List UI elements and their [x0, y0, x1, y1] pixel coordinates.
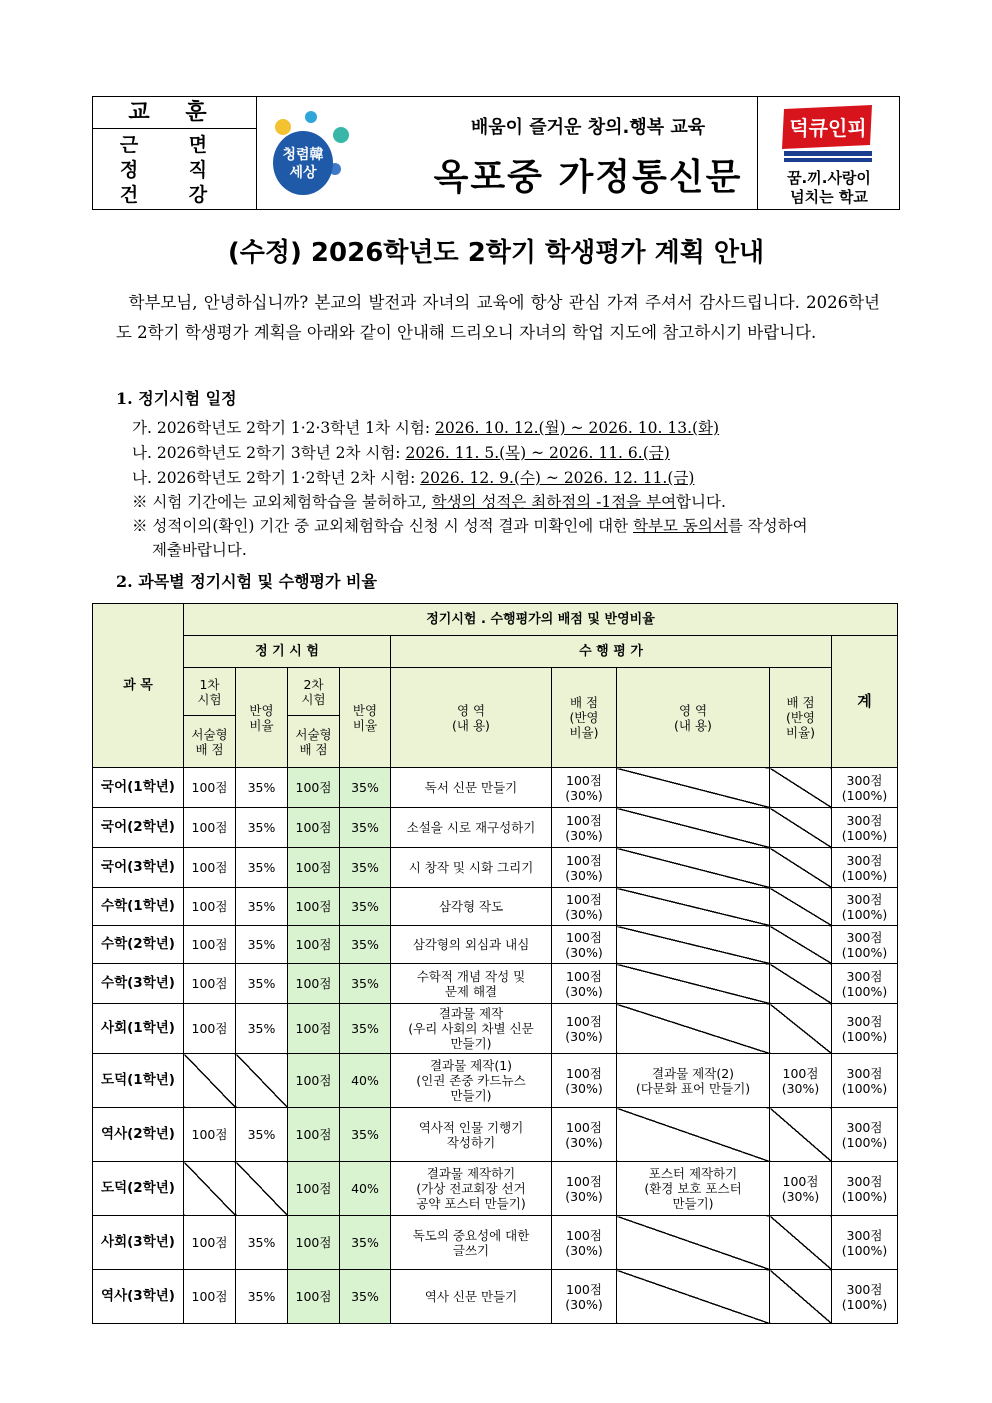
svg-text:청렴韓: 청렴韓 — [282, 147, 324, 163]
total-cell: 300점 (100%) — [832, 1216, 898, 1270]
table-row — [93, 964, 898, 1004]
exam2-ratio-cell: 35% — [340, 1004, 391, 1054]
exam2-score-cell: 100점 — [288, 1004, 340, 1054]
subject-cell: 국어(1학년) — [93, 768, 184, 808]
exam1-ratio-cell: 35% — [236, 926, 288, 964]
perf-area2-cell — [617, 888, 770, 926]
newsletter-title: 옥포중 가정통신문 — [433, 157, 743, 198]
schedule-item: 나. 2026학년도 2학기 3학년 2차 시험: 2026. 11. 5.(목) ~ 2026. 11. 6.(금) — [132, 444, 670, 462]
exam1-ratio-cell: 35% — [236, 808, 288, 848]
total-cell: 300점 (100%) — [832, 1162, 898, 1216]
exam1-score-cell: 100점 — [184, 888, 236, 926]
table-row — [93, 808, 898, 848]
school-slogan — [758, 169, 900, 207]
note-line: ※ 성적이의(확인) 기간 중 교외체험학습 신청 시 성적 결과 미확인에 대한 학부모 동의서를 작성하여 — [132, 517, 808, 535]
exam1-ratio-cell: 35% — [236, 1216, 288, 1270]
exam1-score-cell: 100점 — [184, 808, 236, 848]
schedule-date: 2026. 12. 9.(수) ~ 2026. 12. 11.(금) — [420, 469, 695, 487]
perf-score1-cell: 100점 (30%) — [552, 1216, 617, 1270]
perf-area1-cell: 독도의 중요성에 대한 글쓰기 — [391, 1216, 552, 1270]
ratio1-header: 반영 비율 — [236, 668, 288, 768]
exam2-score-cell: 100점 — [288, 808, 340, 848]
perf-score1-cell: 100점 (30%) — [552, 964, 617, 1004]
exam2-sub-header: 서술형 배 점 — [288, 716, 340, 768]
perf-score2-cell — [770, 926, 832, 964]
perf-score1-cell: 100점 (30%) — [552, 1054, 617, 1108]
perf-area2-cell: 포스터 제작하기 (환경 보호 포스터 만들기) — [617, 1162, 770, 1216]
school-slogan-line: 꿈.끼.사랑이 — [787, 169, 871, 187]
subject-cell: 수학(2학년) — [93, 926, 184, 964]
document-title: (수정) 2026학년도 2학기 학생평가 계획 안내 — [227, 238, 765, 268]
perf-score1-cell: 100점 (30%) — [552, 1270, 617, 1324]
subject-cell: 도덕(1학년) — [93, 1054, 184, 1108]
school-logo-icon — [778, 105, 878, 163]
perf-area2-cell — [617, 1216, 770, 1270]
perf-area1-cell: 독서 신문 만들기 — [391, 768, 552, 808]
perf-score2-cell — [770, 888, 832, 926]
table-row — [93, 768, 898, 808]
perf-score1-cell: 100점 (30%) — [552, 848, 617, 888]
perf-score1-cell: 100점 (30%) — [552, 926, 617, 964]
perf-area2-cell — [617, 848, 770, 888]
perf-score2-cell — [770, 964, 832, 1004]
perf-area1-cell: 결과물 제작(1) (인권 존중 카드뉴스 만들기) — [391, 1054, 552, 1108]
total-cell: 300점 (100%) — [832, 964, 898, 1004]
exam1-sub-header: 서술형 배 점 — [184, 716, 236, 768]
exam1-ratio-cell: 35% — [236, 1270, 288, 1324]
perf-score1-cell: 100점 (30%) — [552, 768, 617, 808]
subject-cell: 역사(3학년) — [93, 1270, 184, 1324]
exam2-ratio-cell: 40% — [340, 1162, 391, 1216]
perf-score2-cell — [770, 1270, 832, 1324]
exam1-ratio-cell: 35% — [236, 1004, 288, 1054]
exam1-ratio-cell: 35% — [236, 768, 288, 808]
schedule-date: 2026. 11. 5.(목) ~ 2026. 11. 6.(금) — [405, 444, 670, 462]
exam2-score-cell: 100점 — [288, 848, 340, 888]
motto-line: 근 면 — [119, 134, 230, 156]
score1-header: 배 점 (반영 비율) — [552, 668, 617, 768]
exam2-ratio-cell: 35% — [340, 888, 391, 926]
exam2-score-cell: 100점 — [288, 1162, 340, 1216]
section2-heading: 2. 과목별 정기시험 및 수행평가 비율 — [116, 572, 377, 591]
total-cell: 300점 (100%) — [832, 1004, 898, 1054]
exam1-score-cell: 100점 — [184, 1216, 236, 1270]
perf-area2-cell — [617, 1108, 770, 1162]
perf-area2-cell — [617, 1004, 770, 1054]
note-line: ※ 시험 기간에는 교외체험학습을 불허하고, 학생의 성적은 최하점의 -1점을 부여합니다. — [132, 493, 726, 511]
table-row — [93, 1270, 898, 1324]
exam2-score-cell: 100점 — [288, 1270, 340, 1324]
perf-score2-cell — [770, 808, 832, 848]
area1-header: 영 역 (내 용) — [391, 668, 552, 768]
total-cell: 300점 (100%) — [832, 768, 898, 808]
total-cell: 300점 (100%) — [832, 1108, 898, 1162]
total-header: 계 — [832, 636, 898, 768]
group-header: 정기시험 . 수행평가의 배점 및 반영비율 — [184, 604, 898, 636]
exam2-score-cell: 100점 — [288, 1054, 340, 1108]
exam2-score-cell: 100점 — [288, 768, 340, 808]
school-slogan-line: 넘치는 학교 — [790, 188, 868, 206]
score2-header: 배 점 (반영 비율) — [770, 668, 832, 768]
subject-cell: 도덕(2학년) — [93, 1162, 184, 1216]
subject-cell: 국어(3학년) — [93, 848, 184, 888]
exam1-header: 1차 시험 — [184, 668, 236, 716]
total-cell: 300점 (100%) — [832, 808, 898, 848]
exam-header: 정 기 시 험 — [184, 636, 391, 668]
motto-lines — [93, 129, 257, 209]
exam1-ratio-cell: 35% — [236, 964, 288, 1004]
exam1-ratio-cell: 35% — [236, 1108, 288, 1162]
perf-area1-cell: 시 창작 및 시화 그리기 — [391, 848, 552, 888]
perf-score2-cell — [770, 1216, 832, 1270]
subject-cell: 사회(3학년) — [93, 1216, 184, 1270]
perf-score1-cell: 100점 (30%) — [552, 1162, 617, 1216]
exam2-score-cell: 100점 — [288, 964, 340, 1004]
subject-header: 과 목 — [93, 604, 184, 768]
table-row — [93, 888, 898, 926]
total-cell: 300점 (100%) — [832, 848, 898, 888]
subject-cell: 국어(2학년) — [93, 808, 184, 848]
evaluation-table — [92, 603, 898, 1324]
perf-area2-cell: 결과물 제작(2) (다문화 표어 만들기) — [617, 1054, 770, 1108]
total-cell: 300점 (100%) — [832, 888, 898, 926]
perf-area1-cell: 결과물 제작 (우리 사회의 차별 신문 만들기) — [391, 1004, 552, 1054]
exam1-score-cell: 100점 — [184, 926, 236, 964]
perf-area1-cell: 삼각형의 외심과 내심 — [391, 926, 552, 964]
subject-cell: 수학(3학년) — [93, 964, 184, 1004]
motto-line: 건 강 — [119, 184, 230, 206]
table-row — [93, 1216, 898, 1270]
subject-cell: 사회(1학년) — [93, 1004, 184, 1054]
exam2-ratio-cell: 35% — [340, 768, 391, 808]
exam2-ratio-cell: 35% — [340, 1270, 391, 1324]
intro-text: 학부모님, 안녕하십니까? 본교의 발전과 자녀의 교육에 항상 관심 가져 주셔서 감사드립니다. 2026학년도 2학기 학생평가 계획을 아래와 같이 안내해 드리오니 자녀의 학업 지도에 참고하시기 바랍니다. — [116, 293, 880, 342]
table-row — [93, 1162, 898, 1216]
perf-area2-cell — [617, 1270, 770, 1324]
exam1-score-cell: 100점 — [184, 1270, 236, 1324]
exam2-ratio-cell: 35% — [340, 926, 391, 964]
perf-area2-cell — [617, 808, 770, 848]
exam1-score-cell — [184, 1054, 236, 1108]
perf-score1-cell: 100점 (30%) — [552, 1004, 617, 1054]
schedule-date: 2026. 10. 12.(월) ~ 2026. 10. 13.(화) — [435, 419, 720, 437]
motto-line: 정 직 — [119, 159, 230, 181]
schedule-item: 가. 2026학년도 2학기 1·2·3학년 1차 시험: 2026. 10. 12.(월) ~ 2026. 10. 13.(화) — [132, 419, 720, 437]
exam2-ratio-cell: 35% — [340, 808, 391, 848]
table-row — [93, 1054, 898, 1108]
exam1-score-cell: 100점 — [184, 768, 236, 808]
table-row — [93, 848, 898, 888]
exam1-score-cell — [184, 1162, 236, 1216]
perf-area1-cell: 수학적 개념 작성 및 문제 해결 — [391, 964, 552, 1004]
exam2-score-cell: 100점 — [288, 1216, 340, 1270]
slogan: 배움이 즐거운 창의.행복 교육 — [470, 117, 706, 138]
exam2-ratio-cell: 35% — [340, 1216, 391, 1270]
total-cell: 300점 (100%) — [832, 1054, 898, 1108]
exam1-ratio-cell: 35% — [236, 848, 288, 888]
perf-score2-cell: 100점 (30%) — [770, 1162, 832, 1216]
school-brand — [757, 97, 900, 209]
subject-cell: 역사(2학년) — [93, 1108, 184, 1162]
perf-header: 수 행 평 가 — [391, 636, 832, 668]
exam1-score-cell: 100점 — [184, 848, 236, 888]
svg-text:세상: 세상 — [289, 165, 317, 181]
perf-score2-cell — [770, 1004, 832, 1054]
perf-area1-cell: 삼각형 작도 — [391, 888, 552, 926]
perf-area1-cell: 역사 신문 만들기 — [391, 1270, 552, 1324]
motto-title: 교 훈 — [93, 97, 257, 129]
exam1-ratio-cell: 35% — [236, 888, 288, 926]
perf-score1-cell: 100점 (30%) — [552, 888, 617, 926]
perf-score2-cell: 100점 (30%) — [770, 1054, 832, 1108]
perf-area1-cell: 결과물 제작하기 (가상 전교회장 선거 공약 포스터 만들기) — [391, 1162, 552, 1216]
exam2-score-cell: 100점 — [288, 1108, 340, 1162]
total-cell: 300점 (100%) — [832, 926, 898, 964]
schedule-item: 나. 2026학년도 2학기 1·2학년 2차 시험: 2026. 12. 9.(수) ~ 2026. 12. 11.(금) — [132, 469, 695, 487]
exam2-ratio-cell: 35% — [340, 1108, 391, 1162]
note-line: 제출바랍니다. — [152, 541, 247, 559]
ratio2-header: 반영 비율 — [340, 668, 391, 768]
exam2-score-cell: 100점 — [288, 926, 340, 964]
exam2-score-cell: 100점 — [288, 888, 340, 926]
intro-paragraph — [116, 288, 880, 348]
exam1-score-cell: 100점 — [184, 964, 236, 1004]
perf-score1-cell: 100점 (30%) — [552, 1108, 617, 1162]
total-cell: 300점 (100%) — [832, 1270, 898, 1324]
subject-cell: 수학(1학년) — [93, 888, 184, 926]
exam2-ratio-cell: 35% — [340, 848, 391, 888]
table-row — [93, 1108, 898, 1162]
area2-header: 영 역 (내 용) — [617, 668, 770, 768]
exam2-ratio-cell: 40% — [340, 1054, 391, 1108]
perf-score2-cell — [770, 1108, 832, 1162]
exam1-ratio-cell — [236, 1054, 288, 1108]
exam2-header: 2차 시험 — [288, 668, 340, 716]
exam1-ratio-cell — [236, 1162, 288, 1216]
svg-text:덕큐인피: 덕큐인피 — [789, 116, 867, 140]
perf-score2-cell — [770, 768, 832, 808]
perf-area2-cell — [617, 926, 770, 964]
table-row — [93, 926, 898, 964]
perf-score1-cell: 100점 (30%) — [552, 808, 617, 848]
perf-area1-cell: 소설을 시로 재구성하기 — [391, 808, 552, 848]
perf-score2-cell — [770, 848, 832, 888]
newsletter-header — [92, 96, 900, 210]
integrity-logo-icon — [265, 107, 355, 197]
perf-area2-cell — [617, 964, 770, 1004]
exam1-score-cell: 100점 — [184, 1108, 236, 1162]
exam1-score-cell: 100점 — [184, 1004, 236, 1054]
exam2-ratio-cell: 35% — [340, 964, 391, 1004]
perf-area2-cell — [617, 768, 770, 808]
table-row — [93, 1004, 898, 1054]
section1-heading: 1. 정기시험 일정 — [116, 389, 237, 408]
perf-area1-cell: 역사적 인물 기행기 작성하기 — [391, 1108, 552, 1162]
